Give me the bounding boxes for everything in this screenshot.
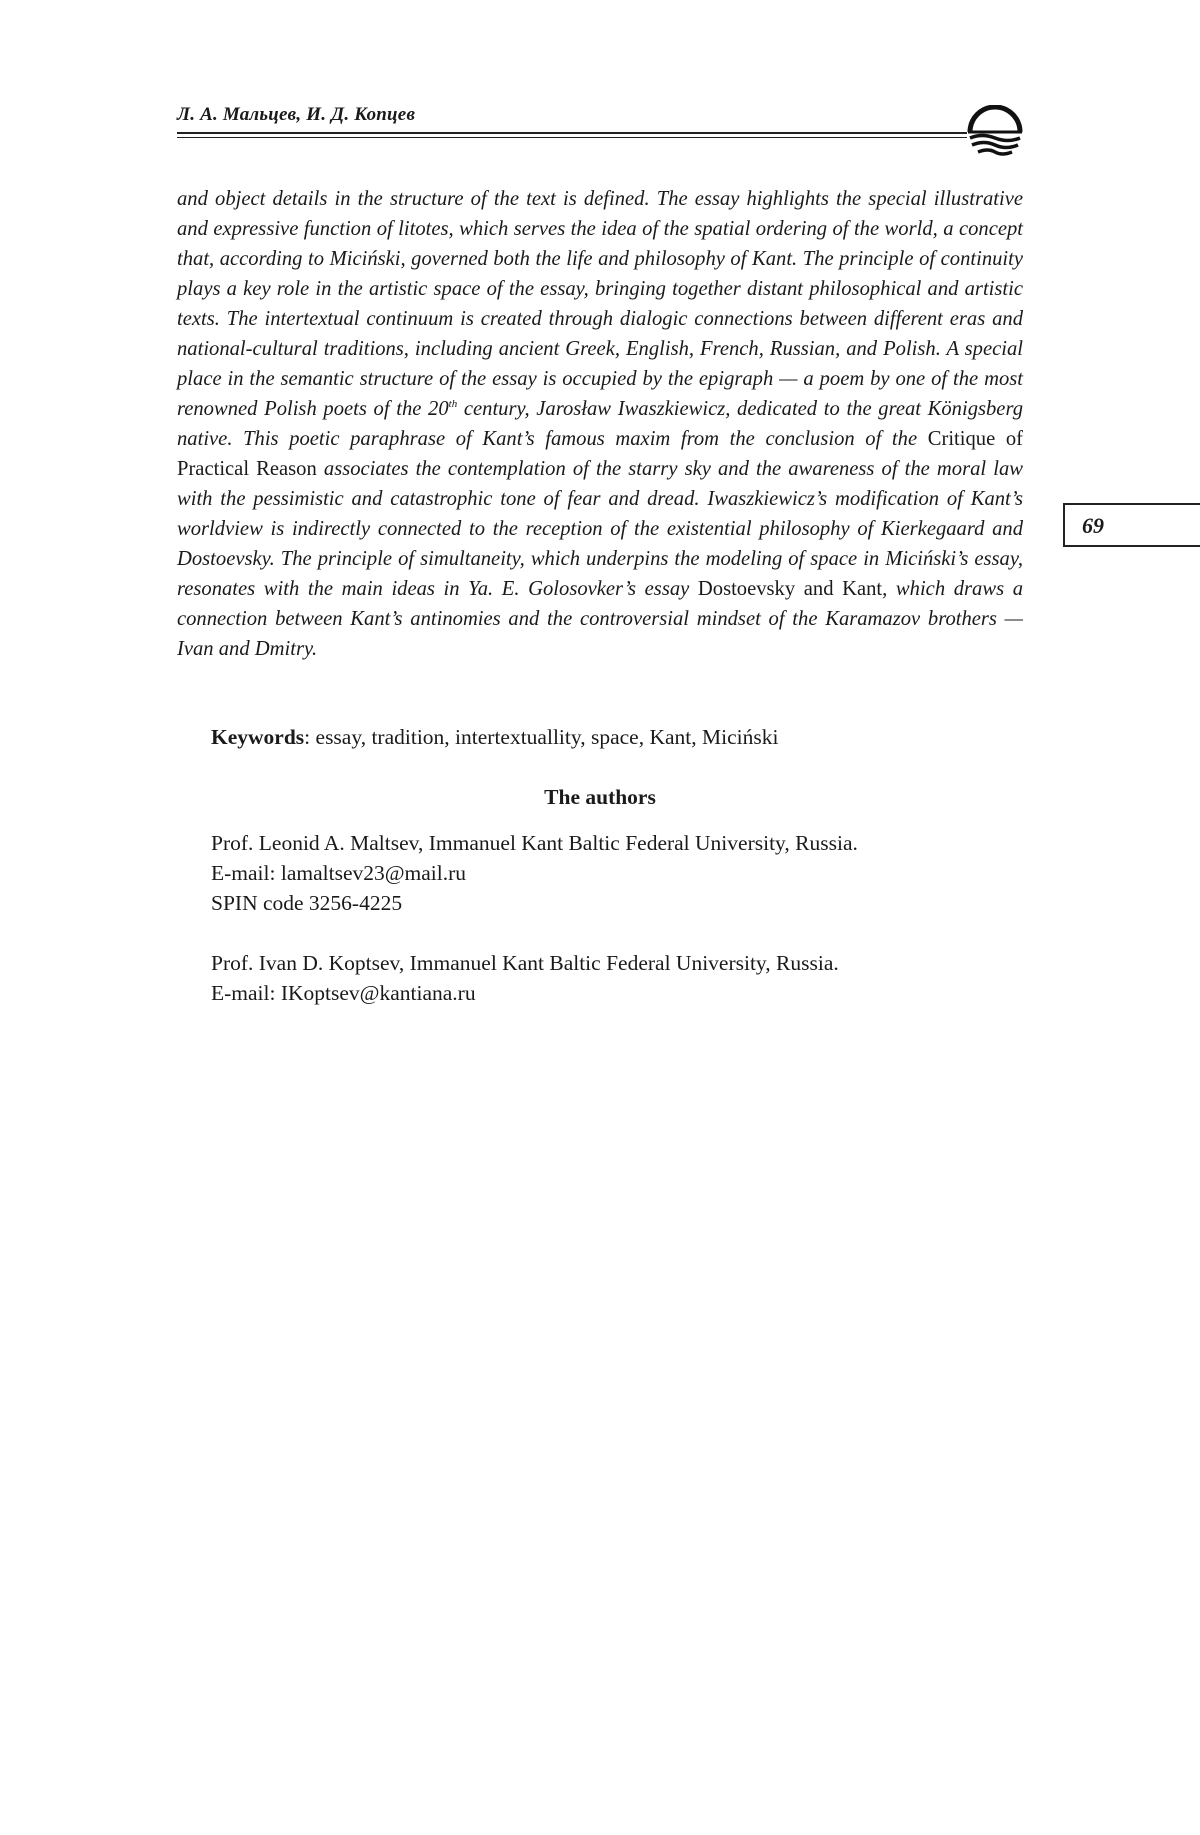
journal-wave-logo-icon (964, 105, 1026, 161)
author-1-spin: SPIN code 3256-4225 (211, 891, 403, 915)
page-number: 69 (1082, 513, 1104, 538)
abstract-text-4: , which draws a connection between Kant’s antinomies and the controversial mindset of the Karamazov brothers — Ivan and Dmitry. (177, 578, 1023, 660)
author-1-affiliation: Prof. Leonid A. Maltsev, Immanuel Kant Baltic Federal University, Russia. (211, 831, 858, 855)
abstract-text-2: century, Jarosław Iwaszkiewicz, dedicated to the great Königsberg native. This poetic paraphrase of Kant’s famous maxim from the conclusion of the (177, 398, 1023, 450)
abstract-paragraph (177, 184, 1023, 664)
header-rule-thin (177, 137, 967, 138)
keywords-list: : essay, tradition, intertextuallity, space, Kant, Miciński (304, 725, 779, 749)
work-title-dostoevsky-kant: Dostoevsky and Kant (697, 578, 883, 600)
abstract-text-1: and object details in the structure of the text is defined. The essay highlights the special illustrative and expressive function of litotes, which serves the idea of the spatial ordering of the world, a concept that, according to Miciński, governed both the life and philosophy of Kant. The principle of continuity plays a key role in the artistic space of the essay, bringing together distant philosophical and artistic texts. The intertextual continuum is created through dialogic connections between different eras and national-cultural traditions, including ancient Greek, English, French, Russian, and Polish. A special place in the semantic structure of the essay is occupied by the epigraph — a poem by one of the most renowned Polish poets of the 20 (177, 188, 1023, 420)
author-2-email: E-mail: IKoptsev@kantiana.ru (211, 981, 476, 1005)
header-rule (177, 132, 967, 134)
keywords-line (211, 722, 778, 752)
page-number-tab (1063, 503, 1200, 547)
running-head: Л. А. Мальцев, И. Д. Копцев (177, 104, 416, 125)
work-title-critique: Critique of Practical Reason (177, 428, 1023, 480)
ordinal-suffix: th (448, 398, 458, 411)
author-2-affiliation: Prof. Ivan D. Koptsev, Immanuel Kant Baltic Federal University, Russia. (211, 951, 839, 975)
keywords-label: Keywords (211, 725, 305, 749)
abstract-text-3: associates the contemplation of the starry sky and the awareness of the moral law with the pessimistic and catastrophic tone of fear and dread. Iwaszkiewicz’s modification of Kant’s worldview is indirectly connected to the reception of the existential philosophy of Kierkegaard and Dostoevsky. The principle of simultaneity, which underpins the modeling of space in Miciński’s essay, resonates with the main ideas in Ya. E. Golosovker’s essay (177, 458, 1024, 600)
author-1-email: E-mail: lamaltsev23@mail.ru (211, 861, 467, 885)
authors-heading: The authors (544, 785, 656, 809)
